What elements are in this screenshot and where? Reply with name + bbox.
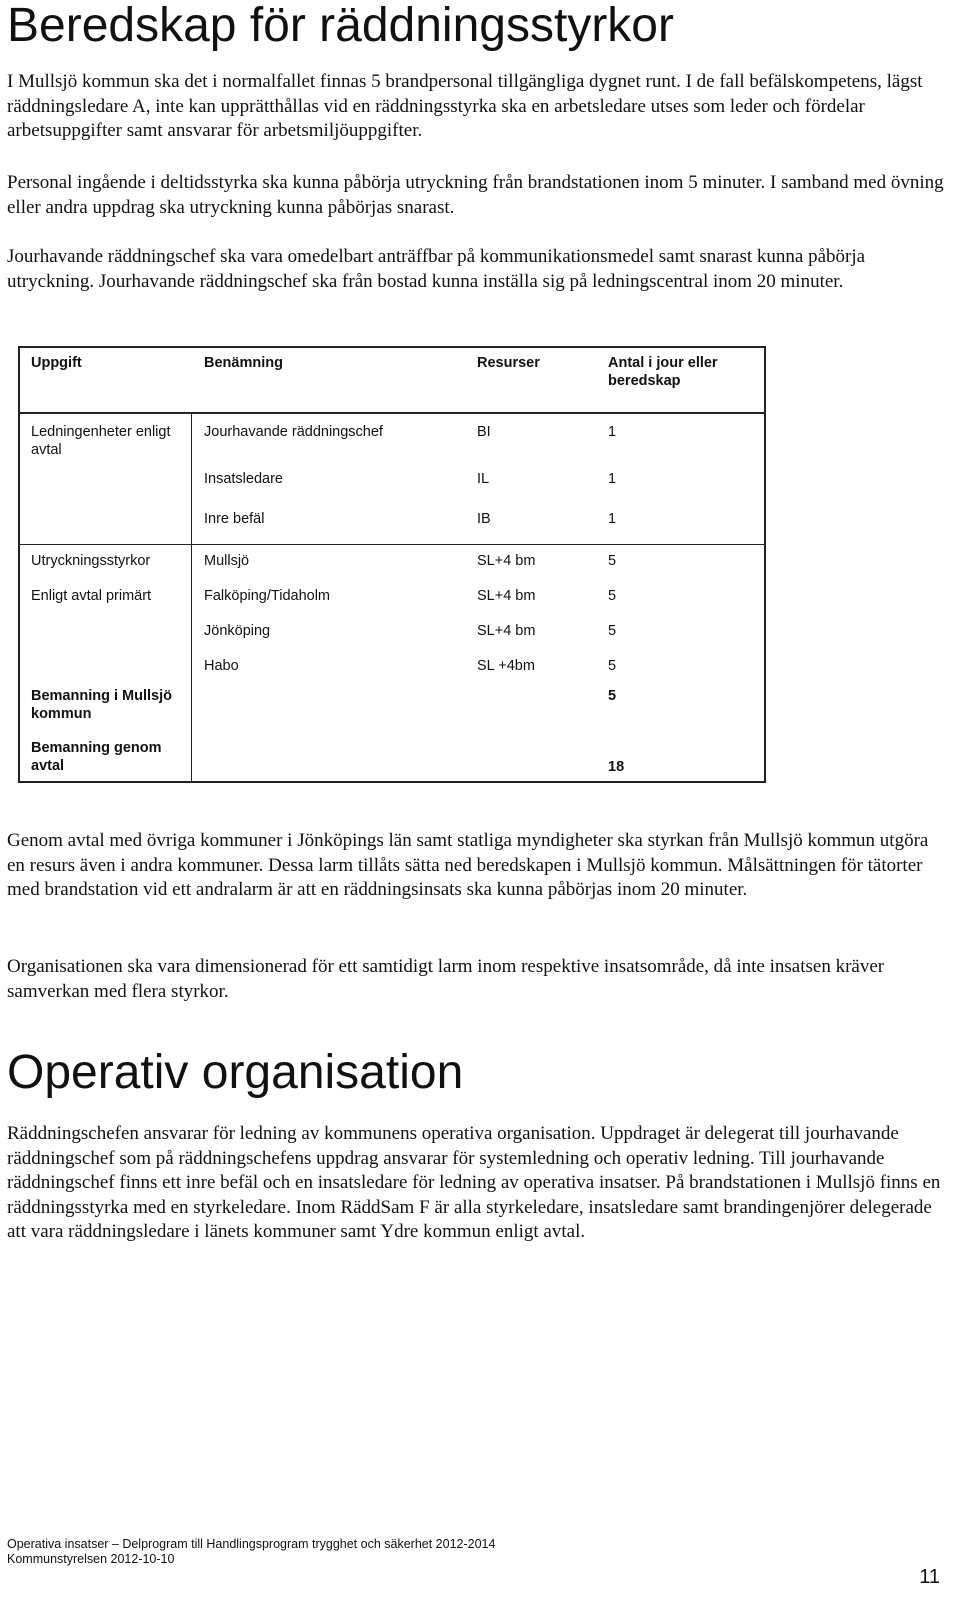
table-header-uppgift: Uppgift [31,355,82,371]
paragraph-avtal: Genom avtal med övriga kommuner i Jönköpings län samt statliga myndigheter ska styrkan från Mullsjö kommun utgöra en resurs även i andra kommuner. Dessa larm tillåts sätta ned beredskapen i Mullsjö kommun. Målsättningen för tätorter med brandstation vid ett andralarm är att en räddningsinsats ska kunna påbörjas inom 20 minuter. [7,830,929,900]
table-cell: Falköping/Tidaholm [204,588,330,604]
table-cell: Jönköping [204,623,271,639]
table-value-bemanning-mullsjo: 5 [608,688,617,704]
paragraph-beredskap-intro [7,70,947,144]
table-column-divider [191,412,192,781]
heading-operativ-organisation: Operativ organisation [7,1046,464,1099]
paragraph-deltidsstyrka: Personal ingående i deltidsstyrka ska kunna påbörja utryckning från brandstationen inom 5 minuter. I samband med övning eller andra uppdrag ska utryckning kunna påbörjas snarast. [7,172,944,218]
table-cell: Inre befäl [204,511,265,527]
table-cell: 1 [608,511,617,527]
table-cell: 1 [608,471,617,487]
table-header-divider [20,412,764,414]
table-group-label-utryckning: Utryckningsstyrkor [31,553,151,569]
table-cell: SL+4 bm [477,588,536,604]
heading-beredskap: Beredskap för räddningsstyrkor [7,0,674,52]
table-group-label-ledning: Ledningenheter enligt avtal [31,424,171,458]
table-header-antal: Antal i jour eller beredskap [608,355,718,389]
table-cell: 5 [608,623,617,639]
table-cell: Insatsledare [204,471,283,487]
paragraph-jourhavande: Jourhavande räddningschef ska vara omedelbart anträffbar på kommunikationsmedel samt snarast kunna påbörja utryckning. Jourhavande räddningschef ska från bostad kunna inställa sig på ledningscentral inom 20 minuter. [7,246,866,292]
table-cell: Jourhavande räddningschef [204,424,383,440]
resource-table [18,346,766,783]
table-cell: 5 [608,658,617,674]
paragraph-operativ: Räddningschefen ansvarar för ledning av kommunens operativa organisation. Uppdraget är delegerat till jourhavande räddningschef som på räddningschefens uppdrag ansvarar för systemledning och operativ ledning. Till jourhavande räddningschef finns ett inre befäl och en insatsledare för ledning av operativa insatser. På brandstationen i Mullsjö finns en räddningsstyrka med en styrkeledare. Inom RäddSam F är alla styrkeledare, insatsledare samt brandingenjörer delegerade att vara räddningsledare i länets kommuner samt Ydre kommun enligt avtal. [7,1123,941,1242]
table-value-bemanning-avtal: 18 [608,759,625,775]
paragraph-text: I Mullsjö kommun ska det i normalfallet finnas 5 brandpersonal tillgängliga dygnet runt. I de fall befälskompetens, lägst räddningsledare A, inte kan upprätthållas vid en räddningsstyrka ska en arbetsledare utses som leder och fördelar arbetsuppgifter samt ansvarar för arbetsmiljöuppgifter. [7,71,923,141]
table-header-resurser: Resurser [477,355,540,371]
page-number: 11 [919,1566,940,1588]
table-cell: 1 [608,424,617,440]
table-group-label-avtal: Enligt avtal primärt [31,588,152,604]
paragraph-dimensionering: Organisationen ska vara dimensionerad för ett samtidigt larm inom respektive insatsområde, då inte insatsen kräver samverkan med flera styrkor. [7,956,885,1002]
table-cell: BI [477,424,491,440]
table-cell: SL+4 bm [477,623,536,639]
table-cell: 5 [608,553,617,569]
table-label-bemanning-mullsjo: Bemanning i Mullsjö kommun [31,688,172,722]
table-cell: Mullsjö [204,553,250,569]
table-cell: IB [477,511,491,527]
table-cell: SL+4 bm [477,553,536,569]
table-row-divider [20,544,764,545]
table-header-benamning: Benämning [204,355,283,371]
table-label-bemanning-avtal: Bemanning genom avtal [31,740,162,774]
footer-title: Operativa insatser – Delprogram till Handlingsprogram trygghet och säkerhet 2012-2014 [7,1537,496,1551]
table-cell: IL [477,471,490,487]
table-cell: Habo [204,658,239,674]
footer-date: Kommunstyrelsen 2012-10-10 [7,1552,175,1566]
table-cell: 5 [608,588,617,604]
table-cell: SL +4bm [477,658,535,674]
